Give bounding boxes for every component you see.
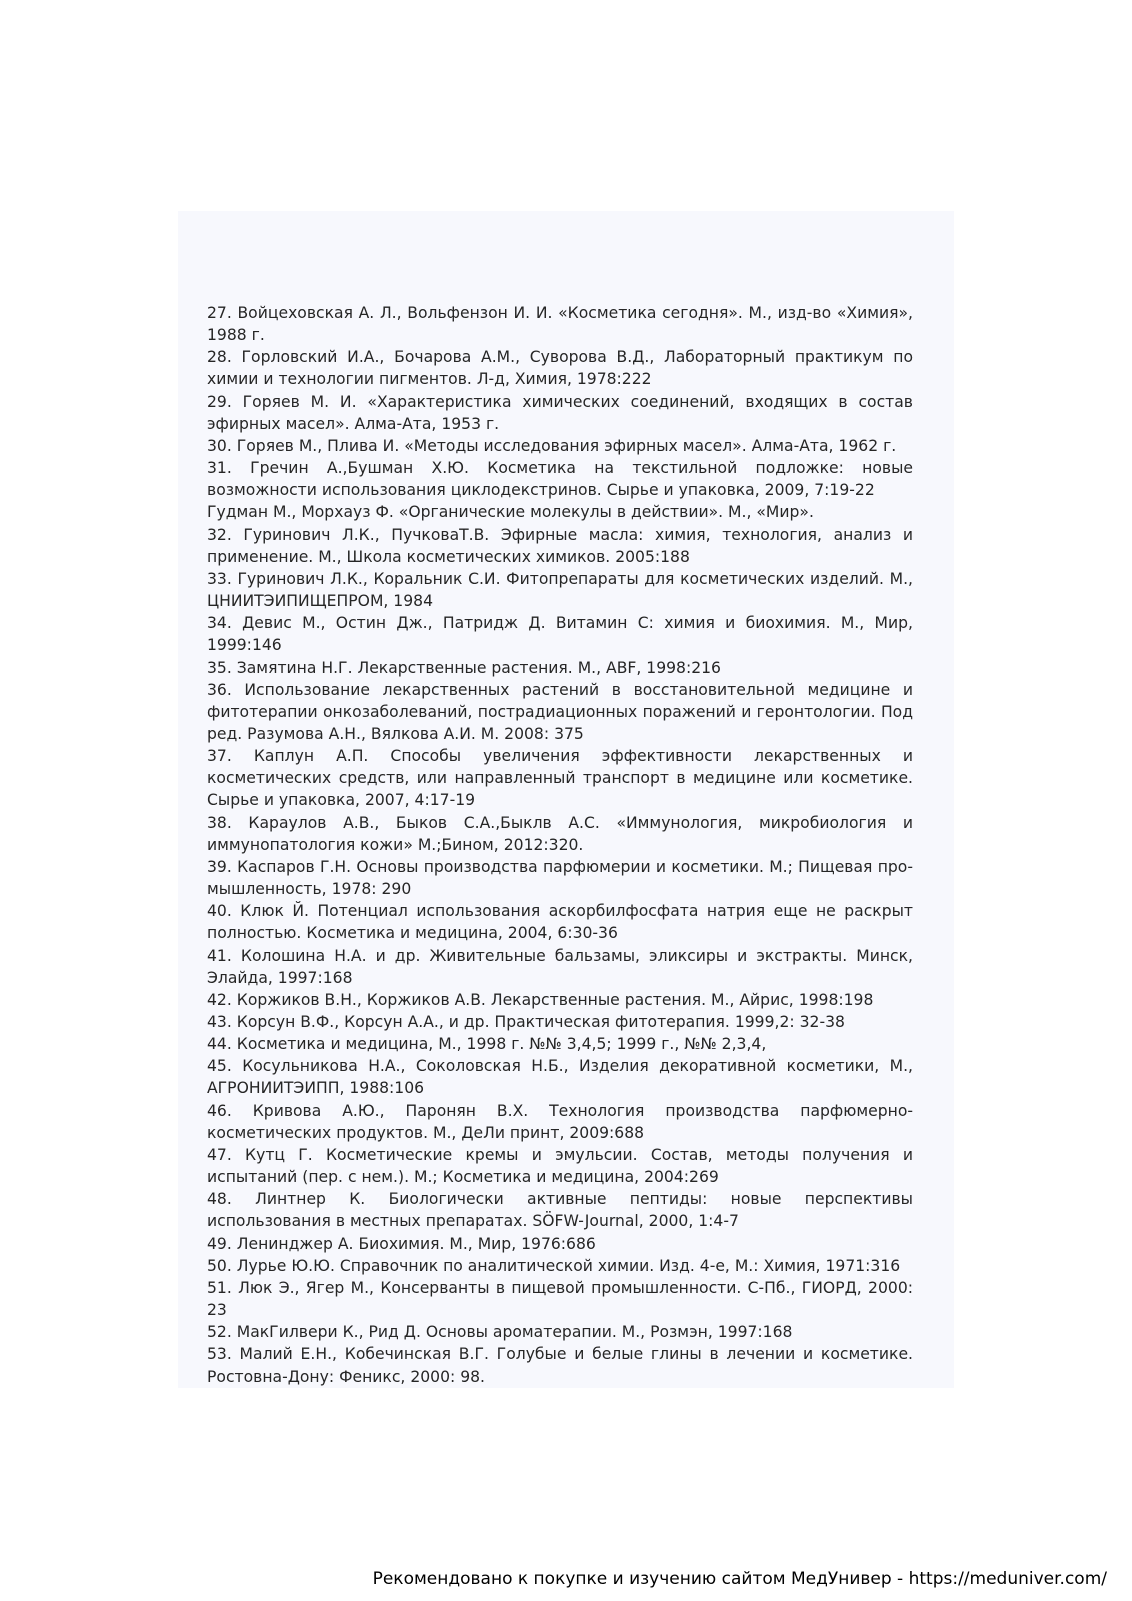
- reference-item: 39. Каспаров Г.Н. Основы производства парфюмерии и косметики. М.; Пищевая промышленность, 1978: 290: [207, 857, 913, 899]
- reference-item: 33. Гуринович Л.К., Коральник С.И. Фитопрепараты для косметических изделий. М., ЦНИИТЭИПИЩЕПРОМ, 1984: [207, 569, 913, 611]
- reference-item: 35. Замятина Н.Г. Лекарственные растения. М., ABF, 1998:216: [207, 658, 721, 677]
- reference-item: 30. Горяев М., Плива И. «Методы исследования эфирных масел». Алма-Ата, 1962 г.: [207, 436, 897, 455]
- reference-item: 45. Косульникова Н.А., Соколовская Н.Б., Изделия декоративной косметики, М., АГРОНИИТЭИПП, 1988:106: [207, 1057, 913, 1098]
- reference-item: 37. Каплун А.П. Способы увеличения эффективности лекарственных и косметических средств, или направленный транспорт в медицине или косметике. Сырье и упаковка, 2007, 4:17-19: [207, 747, 913, 810]
- reference-item: 50. Лурье Ю.Ю. Справочник по аналитической химии. Изд. 4-е, М.: Химия, 1971:316: [207, 1256, 901, 1275]
- reference-item: 27. Войцеховская А. Л., Вольфензон И. И. «Косметика сегодня». М., изд-во «Химия», 1988 г.: [207, 304, 913, 345]
- reference-item: 51. Люк Э., Ягер М., Консерванты в пищевой промышленности. С-Пб., ГИОРД, 2000: 23: [207, 1278, 913, 1320]
- reference-item: 41. Колошина Н.А. и др. Живительные бальзамы, эликсиры и экстракты. Минск, Элайда, 1997:168: [207, 946, 913, 987]
- reference-item: 40. Клюк Й. Потенциал использования аскорбилфосфата натрия еще не раскрыт полностью. Косметика и медицина, 2004, 6:30-36: [207, 902, 913, 943]
- reference-item: 48. Линтнер К. Биологически активные пептиды: новые перспективы использования в местных препаратах. SÖFW-Journal, 2000, 1:4-7: [207, 1190, 913, 1231]
- reference-item: 52. МакГилвери К., Рид Д. Основы ароматерапии. М., Розмэн, 1997:168: [207, 1323, 793, 1342]
- reference-item: 34. Девис М., Остин Дж., Патридж Д. Витамин С: химия и биохимия. М., Мир, 1999:146: [207, 614, 913, 655]
- reference-list: [207, 302, 913, 1388]
- reference-item: 44. Косметика и медицина, М., 1998 г. №№ 3,4,5; 1999 г., №№ 2,3,4,: [207, 1035, 767, 1054]
- reference-item: 28. Горловский И.А., Бочарова А.М., Суворова В.Д., Лабораторный практикум по химии и технологии пигментов. Л-д, Химия, 1978:222: [207, 348, 913, 389]
- reference-item: Гудман М., Морхауз Ф. «Органические молекулы в действии». М., «Мир».: [207, 503, 814, 522]
- reference-item: 47. Кутц Г. Косметические кремы и эмульсии. Состав, методы получения и испытаний (пер. с нем.). М.; Косметика и медицина, 2004:269: [207, 1145, 913, 1187]
- reference-item: 43. Корсун В.Ф., Корсун А.А., и др. Практическая фитотерапия. 1999,2: 32-38: [207, 1013, 845, 1031]
- reference-item: 36. Использование лекарственных растений в восстановительной медицине и фитотерапии онкозаболеваний, пострадиационных поражений и геронтологии. Под ред. Разумова А.Н., Вялкова А.И. М. 2008: 375: [207, 680, 913, 743]
- reference-item: 38. Караулов А.В., Быков С.А.,Быклв А.С. «Иммунология, микробиология и иммунопатология кожи» М.;Бином, 2012:320.: [207, 813, 913, 854]
- reference-item: 31. Гречин А.,Бушман Х.Ю. Косметика на текстильной подложке: новые возможности использования циклодекстринов. Сырье и упаковка, 2009, 7:19-22: [207, 459, 913, 500]
- reference-item: 29. Горяев М. И. «Характеристика химических соединений, входящих в состав эфирных масел». Алма-Ата, 1953 г.: [207, 392, 913, 433]
- reference-item: 42. Коржиков В.Н., Коржиков А.В. Лекарственные растения. М., Айрис, 1998:198: [207, 990, 874, 1009]
- reference-item: 53. Малий Е.Н., Кобечинская В.Г. Голубые и белые глины в лечении и косметике. Ростовна-Дону: Феникс, 2000: 98.: [207, 1345, 913, 1386]
- reference-item: 46. Кривова А.Ю., Паронян В.Х. Технология производства парфюмерно-косметических продуктов. М., ДеЛи принт, 2009:688: [207, 1101, 913, 1142]
- reference-item: 49. Ленинджер А. Биохимия. М., Мир, 1976:686: [207, 1234, 596, 1253]
- footer-recommendation: Рекомендовано к покупке и изучению сайтом МедУнивер - https://meduniver.com/: [372, 1569, 1107, 1589]
- reference-item: 32. Гуринович Л.К., ПучковаТ.В. Эфирные масла: химия, технология, анализ и применение. М., Школа косметических химиков. 2005:188: [207, 525, 913, 566]
